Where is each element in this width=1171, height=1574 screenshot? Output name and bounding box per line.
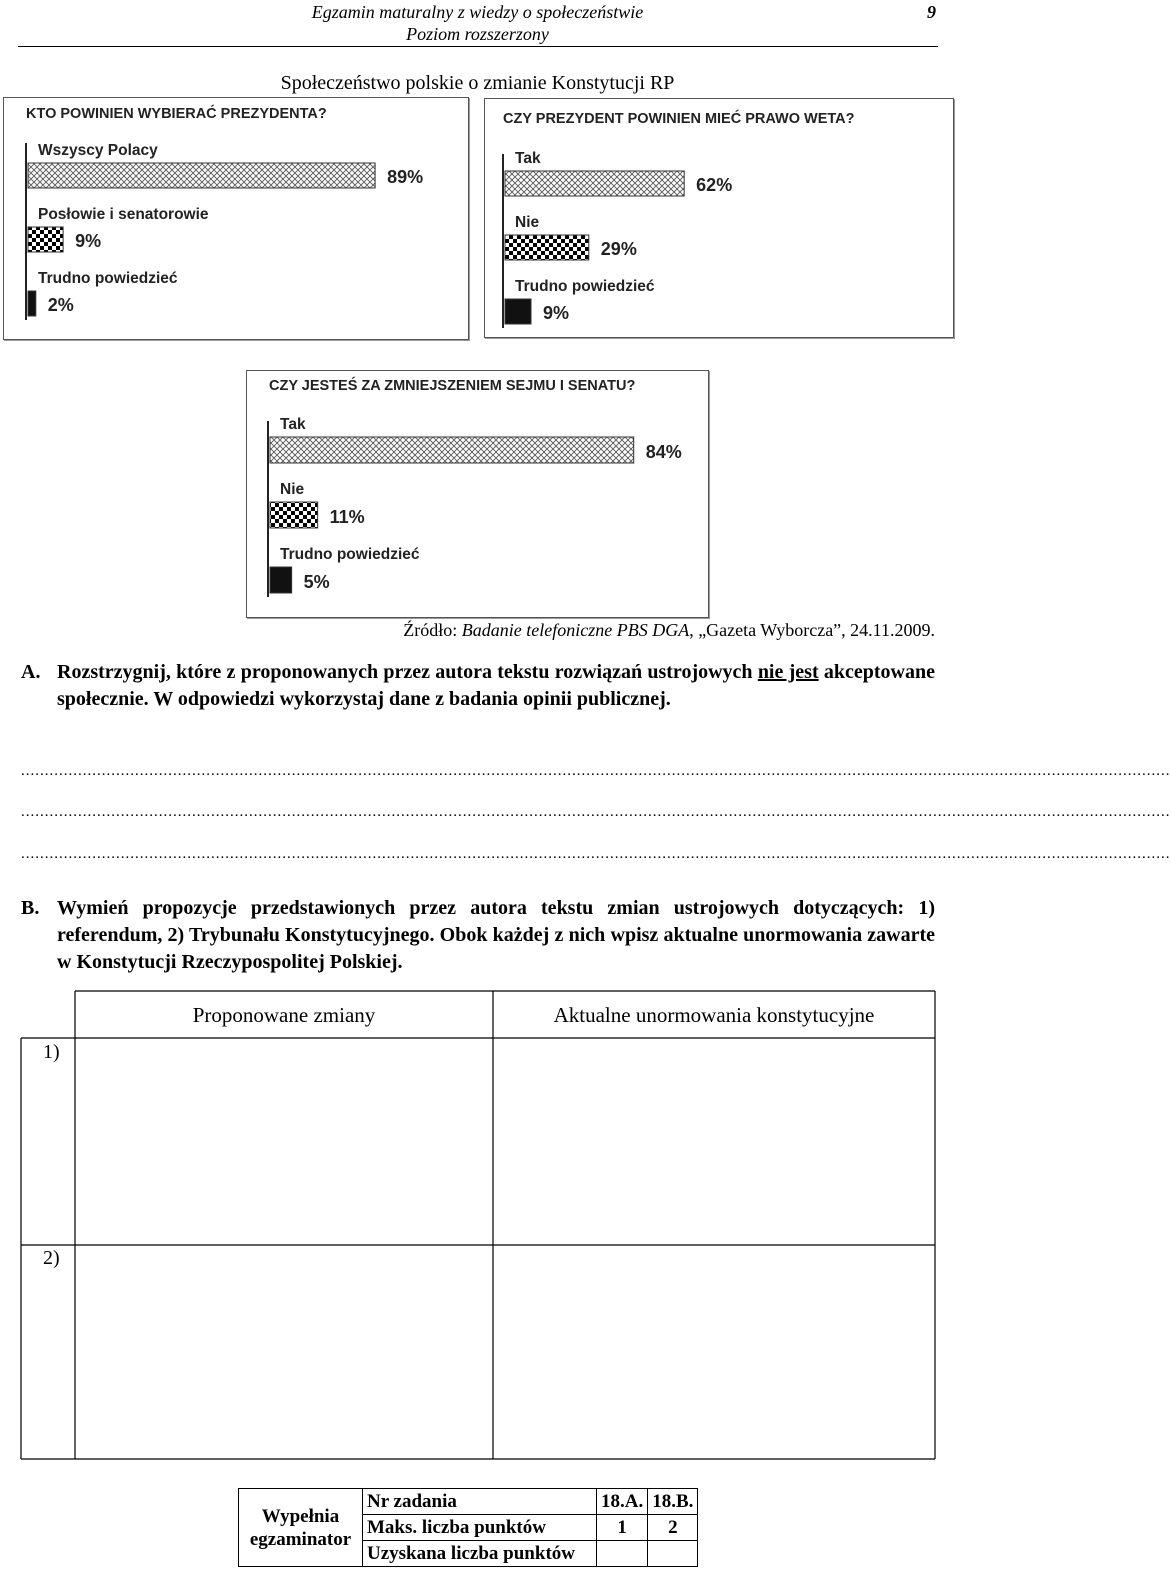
source-rest: , „Gazeta Wyborcza”, 24.11.2009. (689, 620, 935, 640)
figure-title: Społeczeństwo polskie o zmianie Konstytucji RP (280, 72, 675, 94)
task-b-number: 18.B. (648, 1489, 698, 1515)
answer-cell-2-current[interactable] (494, 1246, 934, 1458)
obtained-points-b[interactable] (648, 1541, 698, 1567)
value-label: 5% (303, 572, 330, 592)
answer-line-3[interactable]: .................................................................................................................................................................................................................................................. (21, 846, 1171, 862)
value-label: 29% (600, 239, 637, 259)
category-label: Tak (515, 150, 541, 167)
category-label: Trudno powiedzieć (280, 546, 420, 563)
category-label: Wszyscy Polacy (38, 142, 158, 159)
value-label: 11% (329, 507, 365, 527)
row-number-1: 1) (43, 1041, 60, 1063)
category-label: Nie (515, 214, 540, 231)
task-number-label: Nr zadania (363, 1489, 597, 1515)
exam-title: Egzamin maturalny z wiedzy o społeczeństwie (311, 2, 644, 22)
score-table (238, 1488, 698, 1567)
task-a-number: 18.A. (597, 1489, 648, 1515)
obtained-points-label: Uzyskana liczba punktów (363, 1541, 597, 1567)
task-b-text: Wymień propozycje przedstawionych przez autora tekstu zmian ustrojowych dotyczących: 1) referendum, 2) Trybunału Konstytucyjnego. Obok każdej z nich wpisz aktualne unormowania zawarte w Konstytucji Rzeczypospolitej Polskiej. (57, 897, 935, 973)
row-number-2: 2) (43, 1247, 60, 1269)
max-points-b: 2 (648, 1515, 698, 1541)
category-label: Nie (280, 481, 305, 498)
page-number: 9 (927, 2, 936, 22)
value-label: 84% (645, 442, 682, 462)
obtained-points-a[interactable] (597, 1541, 648, 1567)
chart-title: KTO POWINIEN WYBIERAĆ PREZYDENTA? (26, 106, 327, 122)
task-a-text-2: akceptowane społecznie. W odpowiedzi wykorzystaj dane z badania opinii publicznej. (57, 661, 935, 710)
value-label: 89% (387, 167, 424, 187)
source-italic: Badanie telefoniczne PBS DGA (461, 620, 690, 640)
column-proposed-changes: Proponowane zmiany (192, 1003, 376, 1027)
answer-cell-1-current[interactable] (494, 1039, 934, 1244)
answer-line-1[interactable]: .................................................................................................................................................................................................................................................. (21, 763, 1171, 779)
task-b-label: B. (21, 897, 40, 919)
chart-title: CZY JESTEŚ ZA ZMNIEJSZENIEM SEJMU I SENATU? (269, 378, 636, 394)
value-label: 62% (696, 175, 733, 195)
max-points-a: 1 (597, 1515, 648, 1541)
answer-cell-1-proposed[interactable] (76, 1039, 492, 1244)
category-label: Trudno powiedzieć (515, 278, 655, 295)
answer-line-2[interactable]: .................................................................................................................................................................................................................................................. (21, 804, 1171, 820)
category-label: Tak (280, 416, 306, 433)
category-label: Trudno powiedzieć (38, 270, 178, 287)
task-a-text-1: Rozstrzygnij, które z proponowanych przez autora tekstu rozwiązań ustrojowych (57, 661, 758, 683)
answer-cell-2-proposed[interactable] (76, 1246, 492, 1458)
source-prefix: Źródło: (403, 620, 462, 640)
exam-level: Poziom rozszerzony (406, 24, 549, 44)
value-label: 9% (543, 303, 570, 323)
chart-title: CZY PREZYDENT POWINIEN MIEĆ PRAWO WETA? (503, 111, 855, 127)
value-label: 2% (47, 295, 74, 315)
column-current-regulations: Aktualne unormowania konstytucyjne (553, 1003, 875, 1027)
value-label: 9% (75, 231, 102, 251)
max-points-label: Maks. liczba punktów (363, 1515, 597, 1541)
task-a-underlined: nie jest (757, 661, 819, 683)
category-label: Posłowie i senatorowie (38, 206, 209, 223)
filler-label: Wypełnia egzaminator (239, 1489, 363, 1567)
task-a-label: A. (21, 661, 41, 683)
